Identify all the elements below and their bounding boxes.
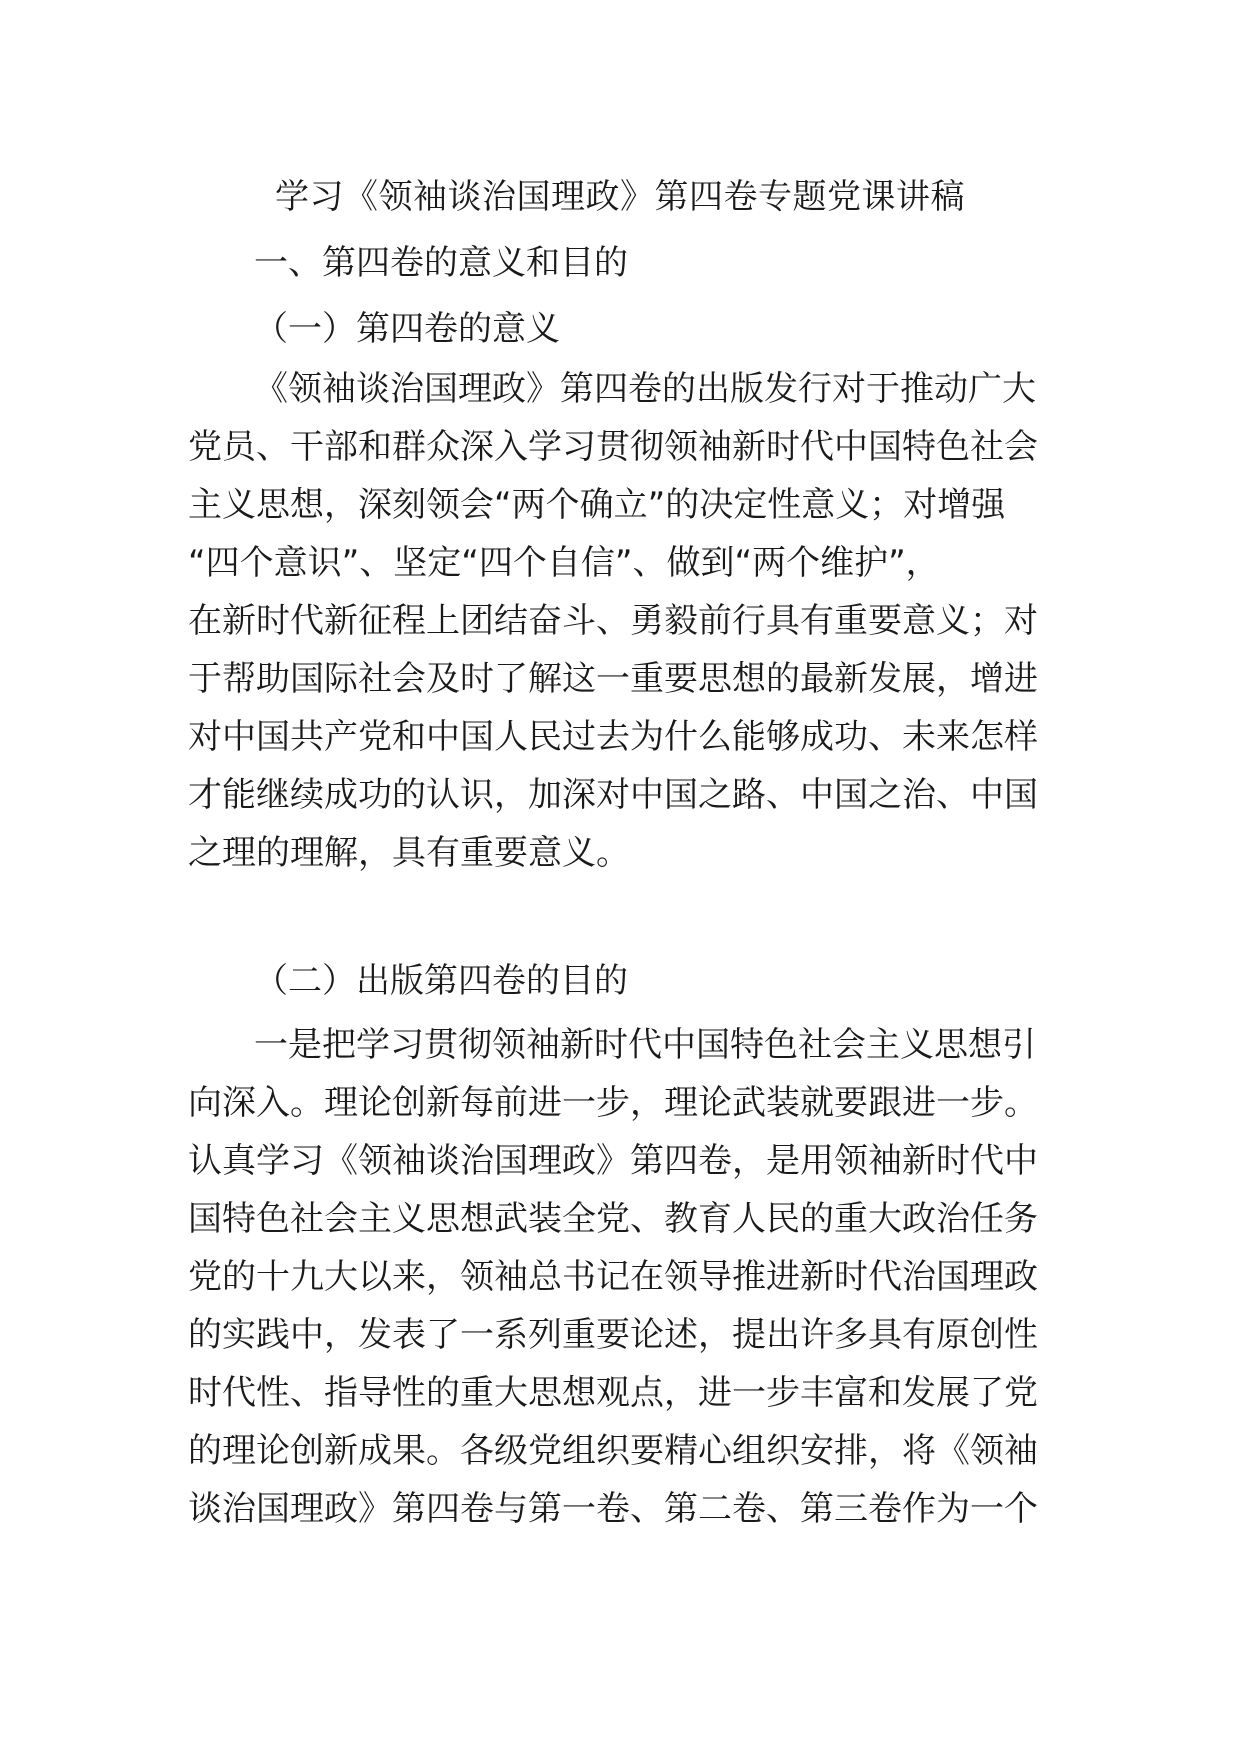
section-heading-1: 一、第四卷的意义和目的 xyxy=(254,243,628,283)
paragraph-line: 才能继续成功的认识，加深对中国之路、中国之治、中国 xyxy=(188,775,1038,815)
paragraph-line: 时代性、指导性的重大思想观点，进一步丰富和发展了党 xyxy=(188,1373,1038,1413)
paragraph-line: 认真学习《领袖谈治国理政》第四卷，是用领袖新时代中 xyxy=(188,1141,1038,1181)
paragraph-line: 党员、干部和群众深入学习贯彻领袖新时代中国特色社会 xyxy=(188,427,1038,467)
paragraph-line: 一是把学习贯彻领袖新时代中国特色社会主义思想引 xyxy=(254,1025,1036,1065)
paragraph-line: 《领袖谈治国理政》第四卷的出版发行对于推动广大 xyxy=(254,369,1036,409)
paragraph-line: “四个意识”、坚定“四个自信”、做到“两个维护”， xyxy=(188,543,940,583)
document-title: 学习《领袖谈治国理政》第四卷专题党课讲稿 xyxy=(275,177,965,217)
paragraph-line: 向深入。理论创新每前进一步，理论武装就要跟进一步。 xyxy=(188,1083,1038,1123)
paragraph-line: 之理的理解，具有重要意义。 xyxy=(188,833,630,873)
paragraph-line: 国特色社会主义思想武装全党、教育人民的重大政治任务 xyxy=(188,1199,1038,1239)
paragraph-line: 的实践中，发表了一系列重要论述，提出许多具有原创性 xyxy=(188,1315,1038,1355)
paragraph-line: 的理论创新成果。各级党组织要精心组织安排，将《领袖 xyxy=(188,1431,1038,1471)
paragraph-line: 主义思想，深刻领会“两个确立”的决定性意义；对增强 xyxy=(188,485,1006,525)
subsection-heading-1: （一）第四卷的意义 xyxy=(254,309,560,349)
paragraph-line: 党的十九大以来，领袖总书记在领导推进新时代治国理政 xyxy=(188,1257,1038,1297)
paragraph-line: 谈治国理政》第四卷与第一卷、第二卷、第三卷作为一个 xyxy=(188,1489,1038,1529)
paragraph-line: 在新时代新征程上团结奋斗、勇毅前行具有重要意义；对 xyxy=(188,601,1038,641)
paragraph-line: 于帮助国际社会及时了解这一重要思想的最新发展，增进 xyxy=(188,659,1038,699)
paragraph-line: 对中国共产党和中国人民过去为什么能够成功、未来怎样 xyxy=(188,717,1038,757)
subsection-heading-2: （二）出版第四卷的目的 xyxy=(254,961,628,1001)
